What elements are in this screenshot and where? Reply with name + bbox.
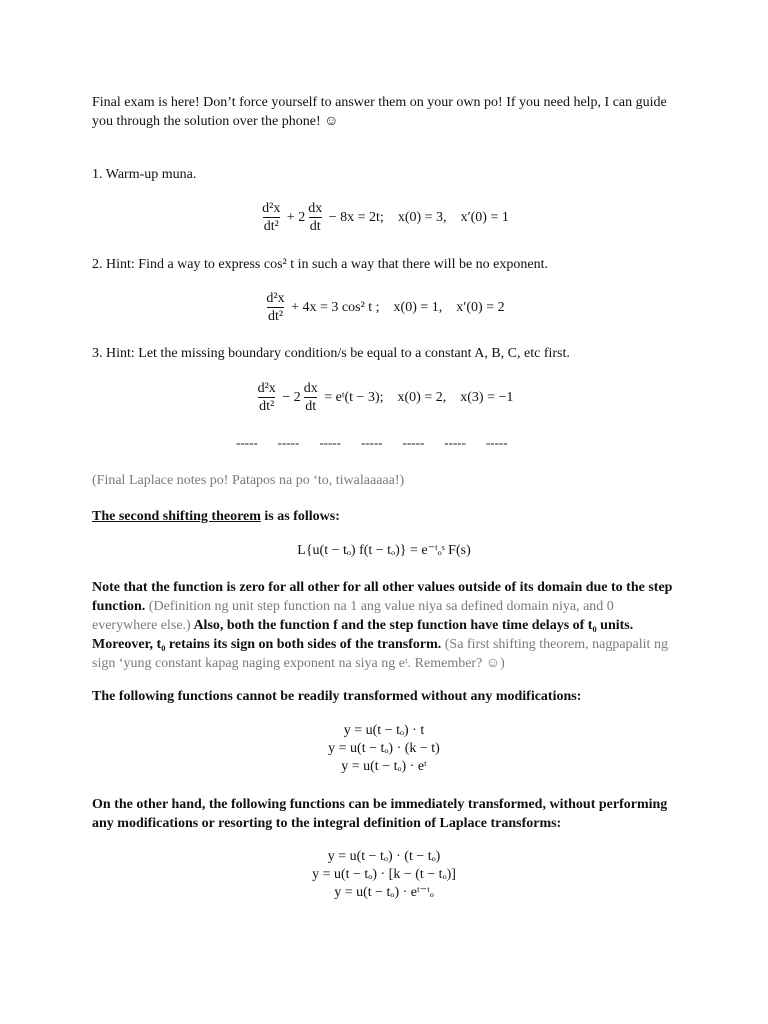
problem-1-equation: $\frac{\text{d²x}}{\text{dt²}}$ + 2 $\frac{dx}{dt}$ − 8x = 2t; x(0) = 3, x′(0) = 1 — [262, 201, 509, 234]
cannot-transform-equations — [0, 722, 768, 776]
can-transform-label: On the other hand, the following functions can be immediately transformed, without performing any modifications or resorting to the integral definition of Laplace transforms: — [92, 797, 668, 831]
equation-line: y = u(t − tₒ) · (t − tₒ) — [327, 849, 441, 864]
equation-line: y = u(t − tₒ) · (k − t) — [328, 741, 440, 756]
boundary-condition-2: x(3) = −1 — [460, 389, 514, 405]
cannot-transform-label: The following functions cannot be readily transformed without any modifications: — [92, 689, 582, 704]
initial-condition-1: x(0) = 3, — [397, 209, 447, 225]
problem-1-label: 1. Warm-up muna. — [92, 167, 197, 182]
initial-condition-2: x′(0) = 2 — [456, 299, 505, 315]
initial-condition-2: x′(0) = 1 — [460, 209, 509, 225]
frac-d2x-dt2: $\frac{\text{d²x}}{\text{dt²}}$ — [257, 381, 276, 414]
can-transform-equations — [0, 848, 768, 902]
frac-dx-dt: $\frac{dx}{dt}$ — [308, 201, 323, 234]
equation-line: y = u(t − tₒ) · t — [343, 723, 425, 738]
frac-dx-dt: $\frac{dx}{dt}$ — [303, 381, 318, 414]
laplace-note: (Final Laplace notes po! Patapos na po ‘to, tiwalaaaaa!) — [92, 473, 405, 488]
problem-2-label: 2. Hint: Find a way to express cos² t in such a way that there will be no exponent. — [92, 257, 548, 272]
equation-line: y = u(t − tₒ) · [k − (t − tₒ)] — [312, 867, 456, 882]
problem-3-label: 3. Hint: Let the missing boundary condition/s be equal to a constant A, B, C, etc first. — [92, 346, 570, 361]
frac-d2x-dt2: $\frac{\text{d²x}}{\text{dt²}}$ — [262, 201, 281, 234]
second-shifting-formula: L{u(t − tₒ) f(t − tₒ)} = e⁻ᵗₒˢ F(s) — [297, 543, 471, 558]
theorem-intro: The second shifting theorem is as follows: — [92, 509, 340, 524]
frac-d2x-dt2: $\frac{\text{d²x}}{\text{dt²}}$ — [266, 291, 285, 324]
equation-line: y = u(t − tₒ) · eᵗ⁻ᵗₒ — [334, 885, 434, 900]
equation-line: y = u(t − tₒ) · eᵗ — [341, 759, 427, 774]
note-paragraph: Note that the function is zero for all other for all other values outside of its domain due to the step function. (Definition ng unit step function na 1 ang value niya sa defined domain niya, and 0 everywhere else.) Also, both the function f and the step function have time delays of t₀ units. Moreover, t₀ retains its sign on both sides of the transform. (Sa first shifting theorem, nagpapalit ng sign ‘yung constant kapag naging exponent na siya ng eᵗ. Remember? ☺) — [92, 580, 673, 671]
section-divider: ----- ----- ----- ----- ----- ----- ----- — [236, 435, 508, 450]
boundary-condition-1: x(0) = 2, — [397, 389, 447, 405]
intro-paragraph: Final exam is here! Don’t force yourself to answer them on your own po! If you need help, I can guide you through the solution over the phone! ☺ — [92, 95, 667, 129]
problem-3-equation: $\frac{\text{d²x}}{\text{dt²}}$ − 2 $\frac{dx}{dt}$ = eᵗ(t − 3); x(0) = 2, x(3) = −1 — [257, 381, 514, 414]
initial-condition-1: x(0) = 1, — [393, 299, 443, 315]
problem-2-equation: $\frac{\text{d²x}}{\text{dt²}}$ + 4x = 3 cos² t ; x(0) = 1, x′(0) = 2 — [266, 291, 505, 324]
